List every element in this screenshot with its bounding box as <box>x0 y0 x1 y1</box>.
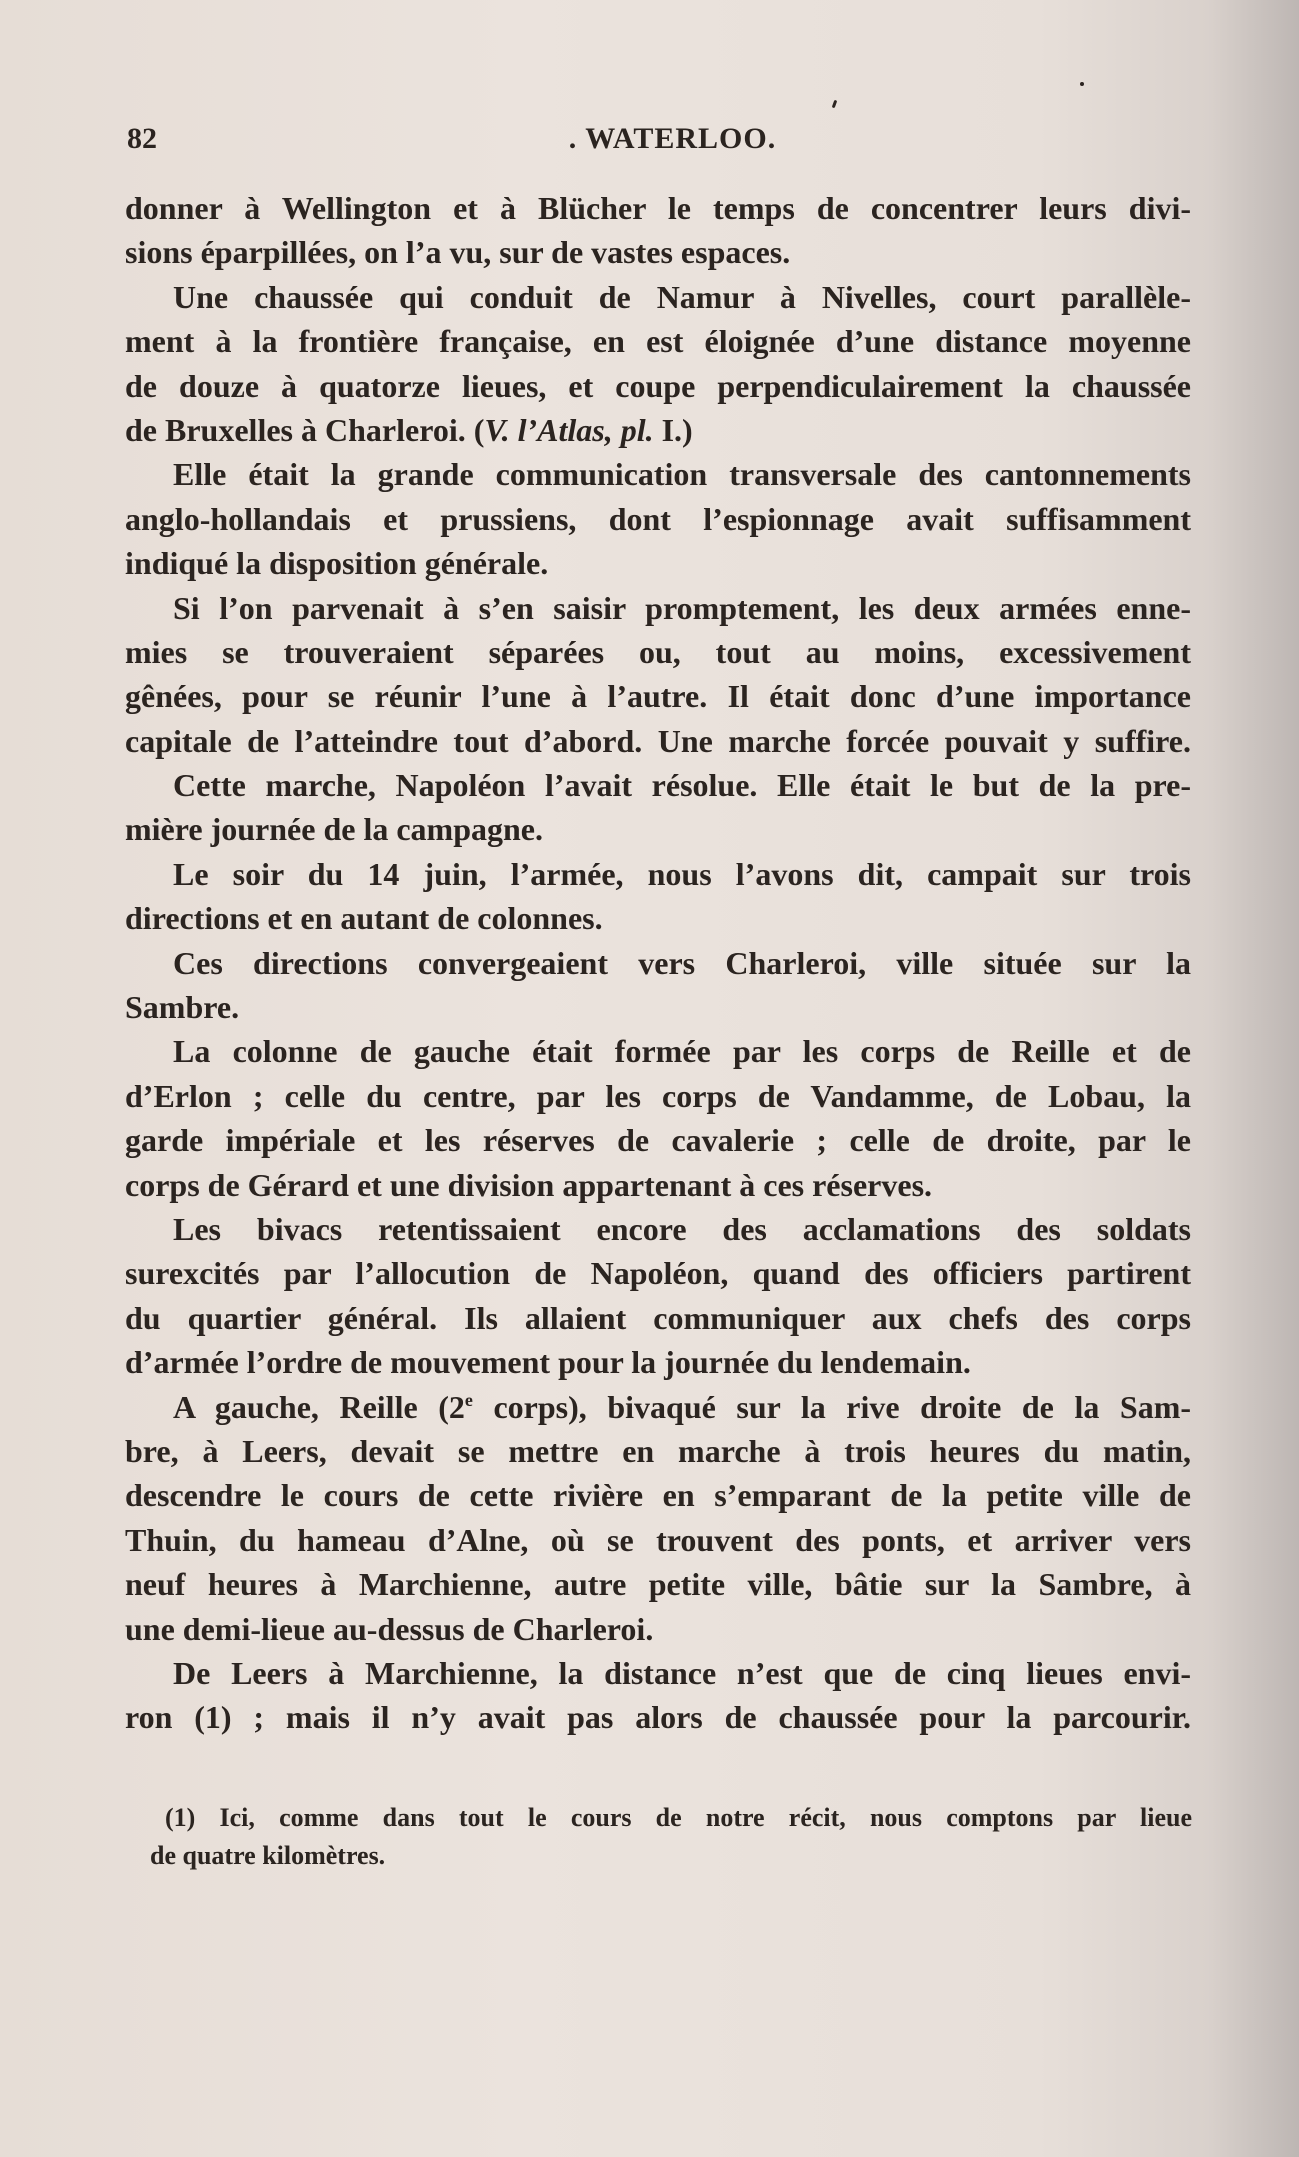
text-line: neuf heures à Marchienne, autre petite ville, bâtie sur la Sambre, à <box>125 1566 1191 1603</box>
text-line <box>125 1385 1191 1429</box>
text-line: capitale de l’atteindre tout d’abord. Une marche forcée pouvait y suffire. <box>125 722 1191 759</box>
footnote-line: (1) Ici, comme dans tout le cours de notre récit, nous comptons par lieue <box>165 1803 1192 1832</box>
text-line: une demi-lieue au-dessus de Charleroi. <box>125 1610 654 1647</box>
text-line: Le soir du 14 juin, l’armée, nous l’avons dit, campait sur trois <box>173 855 1191 892</box>
text-line: ment à la frontière française, en est éloignée d’une distance moyenne <box>125 323 1191 360</box>
text-line: Sambre. <box>125 989 240 1026</box>
text-line: surexcités par l’allocution de Napoléon, quand des officiers partirent <box>125 1255 1191 1292</box>
page-number: 82 <box>127 122 157 155</box>
running-header <box>125 122 1190 166</box>
text-line: De Leers à Marchienne, la distance n’est que de cinq lieues envi- <box>173 1654 1191 1691</box>
text-line: Les bivacs retentissaient encore des acclamations des soldats <box>173 1210 1191 1247</box>
ink-speck <box>1080 82 1084 86</box>
text-line: Ces directions convergeaient vers Charleroi, ville située sur la <box>173 944 1191 981</box>
text-line: garde impériale et les réserves de cavalerie ; celle de droite, par le <box>125 1122 1191 1159</box>
text-segment: I.) <box>653 411 693 448</box>
text-line: descendre le cours de cette rivière en s’emparant de la petite ville de <box>125 1477 1191 1514</box>
footnote <box>150 1799 1192 1875</box>
footnote-line: de quatre kilomètres. <box>150 1841 386 1870</box>
text-line: corps de Gérard et une division appartenant à ces réserves. <box>125 1166 933 1203</box>
text-line: de douze à quatorze lieues, et coupe perpendiculairement la chaussée <box>125 367 1191 404</box>
text-line <box>125 408 1191 452</box>
text-line: Si l’on parvenait à s’en saisir promptement, les deux armées enne- <box>173 589 1191 626</box>
running-title: . WATERLOO. <box>568 122 777 155</box>
text-segment: de Bruxelles à Charleroi. ( <box>125 411 485 448</box>
text-line: sions éparpillées, on l’a vu, sur de vastes espaces. <box>125 234 791 271</box>
text-line: Elle était la grande communication transversale des cantonnements <box>173 456 1191 493</box>
text-line: Thuin, du hameau d’Alne, où se trouvent des ponts, et arriver vers <box>125 1521 1191 1558</box>
superscript: e <box>464 1389 473 1410</box>
text-line: anglo-hollandais et prussiens, dont l’espionnage avait suffisamment <box>125 500 1191 537</box>
body-text <box>125 186 1191 1740</box>
text-line: bre, à Leers, devait se mettre en marche à trois heures du matin, <box>125 1432 1191 1469</box>
text-line: gênées, pour se réunir l’une à l’autre. Il était donc d’une importance <box>125 678 1191 715</box>
text-line: Une chaussée qui conduit de Namur à Nivelles, court parallèle- <box>173 278 1191 315</box>
text-segment: A gauche, Reille (2 <box>173 1388 465 1425</box>
text-line: mies se trouveraient séparées ou, tout au moins, excessivement <box>125 633 1191 670</box>
text-line: donner à Wellington et à Blücher le temps de concentrer leurs divi- <box>125 190 1191 226</box>
text-line: d’armée l’ordre de mouvement pour la journée du lendemain. <box>125 1344 971 1381</box>
text-line: La colonne de gauche était formée par les corps de Reille et de <box>173 1033 1191 1070</box>
text-line: mière journée de la campagne. <box>125 811 543 848</box>
text-line: Cette marche, Napoléon l’avait résolue. Elle était le but de la pre- <box>173 767 1191 804</box>
text-segment: corps), bivaqué sur la rive droite de la Sam- <box>472 1388 1192 1425</box>
text-line: ron (1) ; mais il n’y avait pas alors de chaussée pour la parcourir. <box>125 1699 1191 1736</box>
ink-speck <box>832 100 838 109</box>
text-line: du quartier général. Ils allaient communiquer aux chefs des corps <box>125 1299 1191 1336</box>
text-line: indiqué la disposition générale. <box>125 545 549 582</box>
text-line: directions et en autant de colonnes. <box>125 900 603 937</box>
text-line: d’Erlon ; celle du centre, par les corps de Vandamme, de Lobau, la <box>125 1077 1191 1114</box>
italic-reference: V. l’Atlas, pl. <box>484 411 654 448</box>
